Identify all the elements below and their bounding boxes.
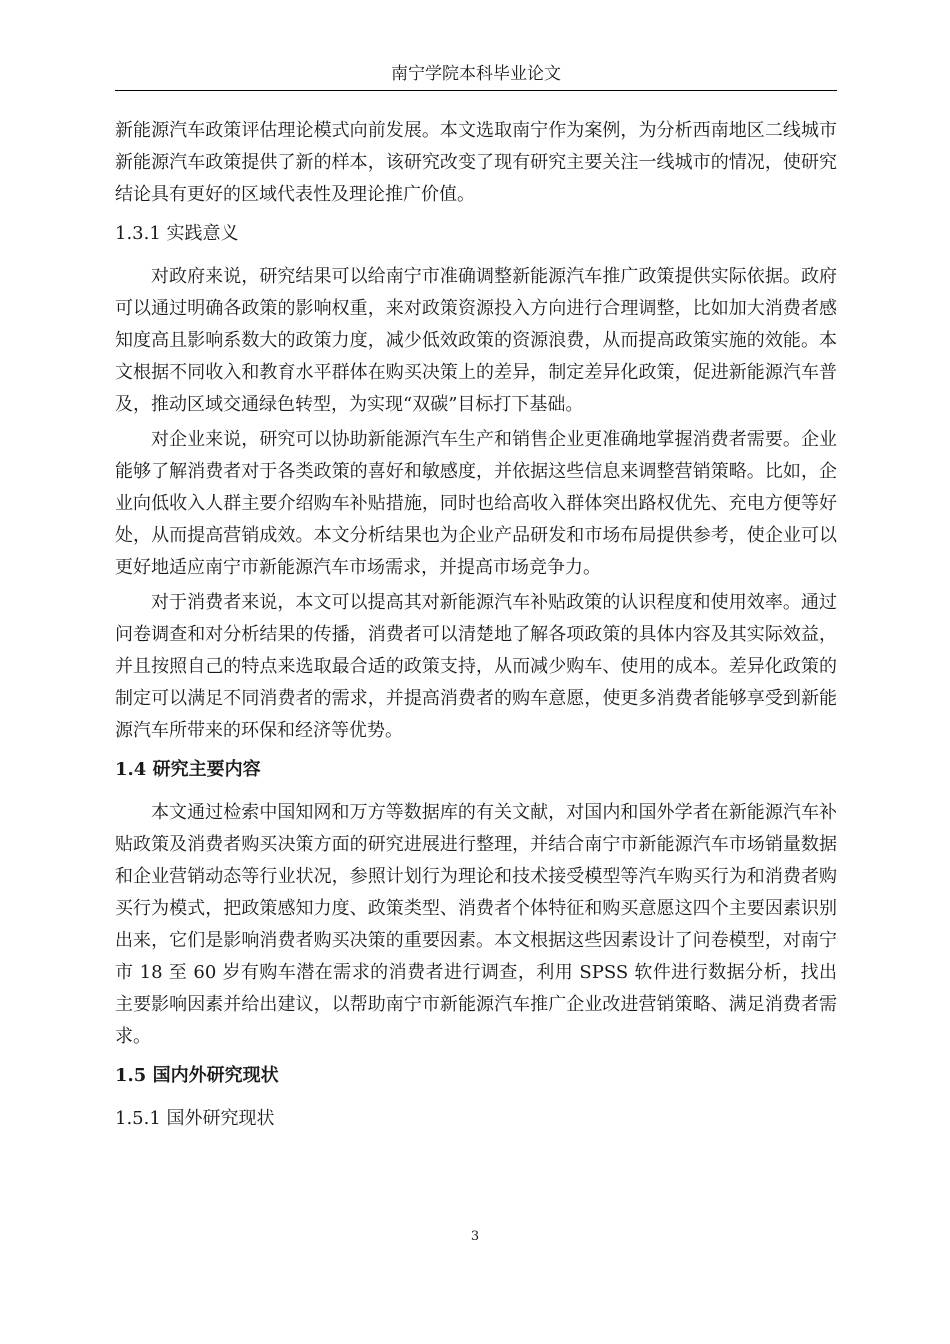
section-heading-1-5-1: 1.5.1 国外研究现状 xyxy=(115,1108,275,1129)
paragraph-enterprise: 对企业来说，研究可以协助新能源汽车生产和销售企业更准确地掌握消费者需要。企业能够了解消费者对于各类政策的喜好和敏感度，并依据这些信息来调整营销策略。比如，企业向低收入人群主要介绍购车补贴措施，同时也给高收入群体突出路权优先、充电方便等好处，从而提高营销成效。本文分析结果也为企业产品研发和市场布局提供参考，使企业可以更好地适应南宁市新能源汽车市场需求，并提高市场竞争力。 xyxy=(115,429,837,578)
paragraph-intro-continuation: 新能源汽车政策评估理论模式向前发展。本文选取南宁作为案例，为分析西南地区二线城市新能源汽车政策提供了新的样本，该研究改变了现有研究主要关注一线城市的情况，使研究结论具有更好的区域代表性及理论推广价值。 xyxy=(115,120,837,205)
paragraph-government: 对政府来说，研究结果可以给南宁市准确调整新能源汽车推广政策提供实际依据。政府可以通过明确各政策的影响权重，来对政策资源投入方向进行合理调整，比如加大消费者感知度高且影响系数大的政策力度，减少低效政策的资源浪费，从而提高政策实施的效能。本文根据不同收入和教育水平群体在购买决策上的差异，制定差异化政策，促进新能源汽车普及，推动区域交通绿色转型，为实现“双碳”目标打下基础。 xyxy=(115,266,837,415)
section-heading-1-3-1: 1.3.1 实践意义 xyxy=(115,223,239,244)
paragraph-consumer: 对于消费者来说，本文可以提高其对新能源汽车补贴政策的认识程度和使用效率。通过问卷调查和对分析结果的传播，消费者可以清楚地了解各项政策的具体内容及其实际效益，并且按照自己的特点来选取最合适的政策支持，从而减少购车、使用的成本。差异化政策的制定可以满足不同消费者的需求，并提高消费者的购车意愿，使更多消费者能够享受到新能源汽车所带来的环保和经济等优势。 xyxy=(115,592,837,741)
section-heading-1-5: 1.5 国内外研究现状 xyxy=(115,1065,279,1086)
page-number: 3 xyxy=(470,1229,480,1244)
paragraph-main-content: 本文通过检索中国知网和万方等数据库的有关文献，对国内和国外学者在新能源汽车补贴政策及消费者购买决策方面的研究进展进行整理，并结合南宁市新能源汽车市场销量数据和企业营销动态等行业状况，参照计划行为理论和技术接受模型等汽车购买行为和消费者购买行为模式，把政策感知力度、政策类型、消费者个体特征和购买意愿这四个主要因素识别出来，它们是影响消费者购买决策的重要因素。本文根据这些因素设计了问卷模型，对南宁市 18 至 60 岁有购车潜在需求的消费者进行调查，利用 SPSS 软件进行数据分析，找出主要影响因素并给出建议，以帮助南宁市新能源汽车推广企业改进营销策略、满足消费者需求。 xyxy=(115,802,837,1047)
section-heading-1-4: 1.4 研究主要内容 xyxy=(115,759,261,780)
running-header: 南宁学院本科毕业论文 xyxy=(115,62,837,91)
page-body xyxy=(115,115,837,1146)
